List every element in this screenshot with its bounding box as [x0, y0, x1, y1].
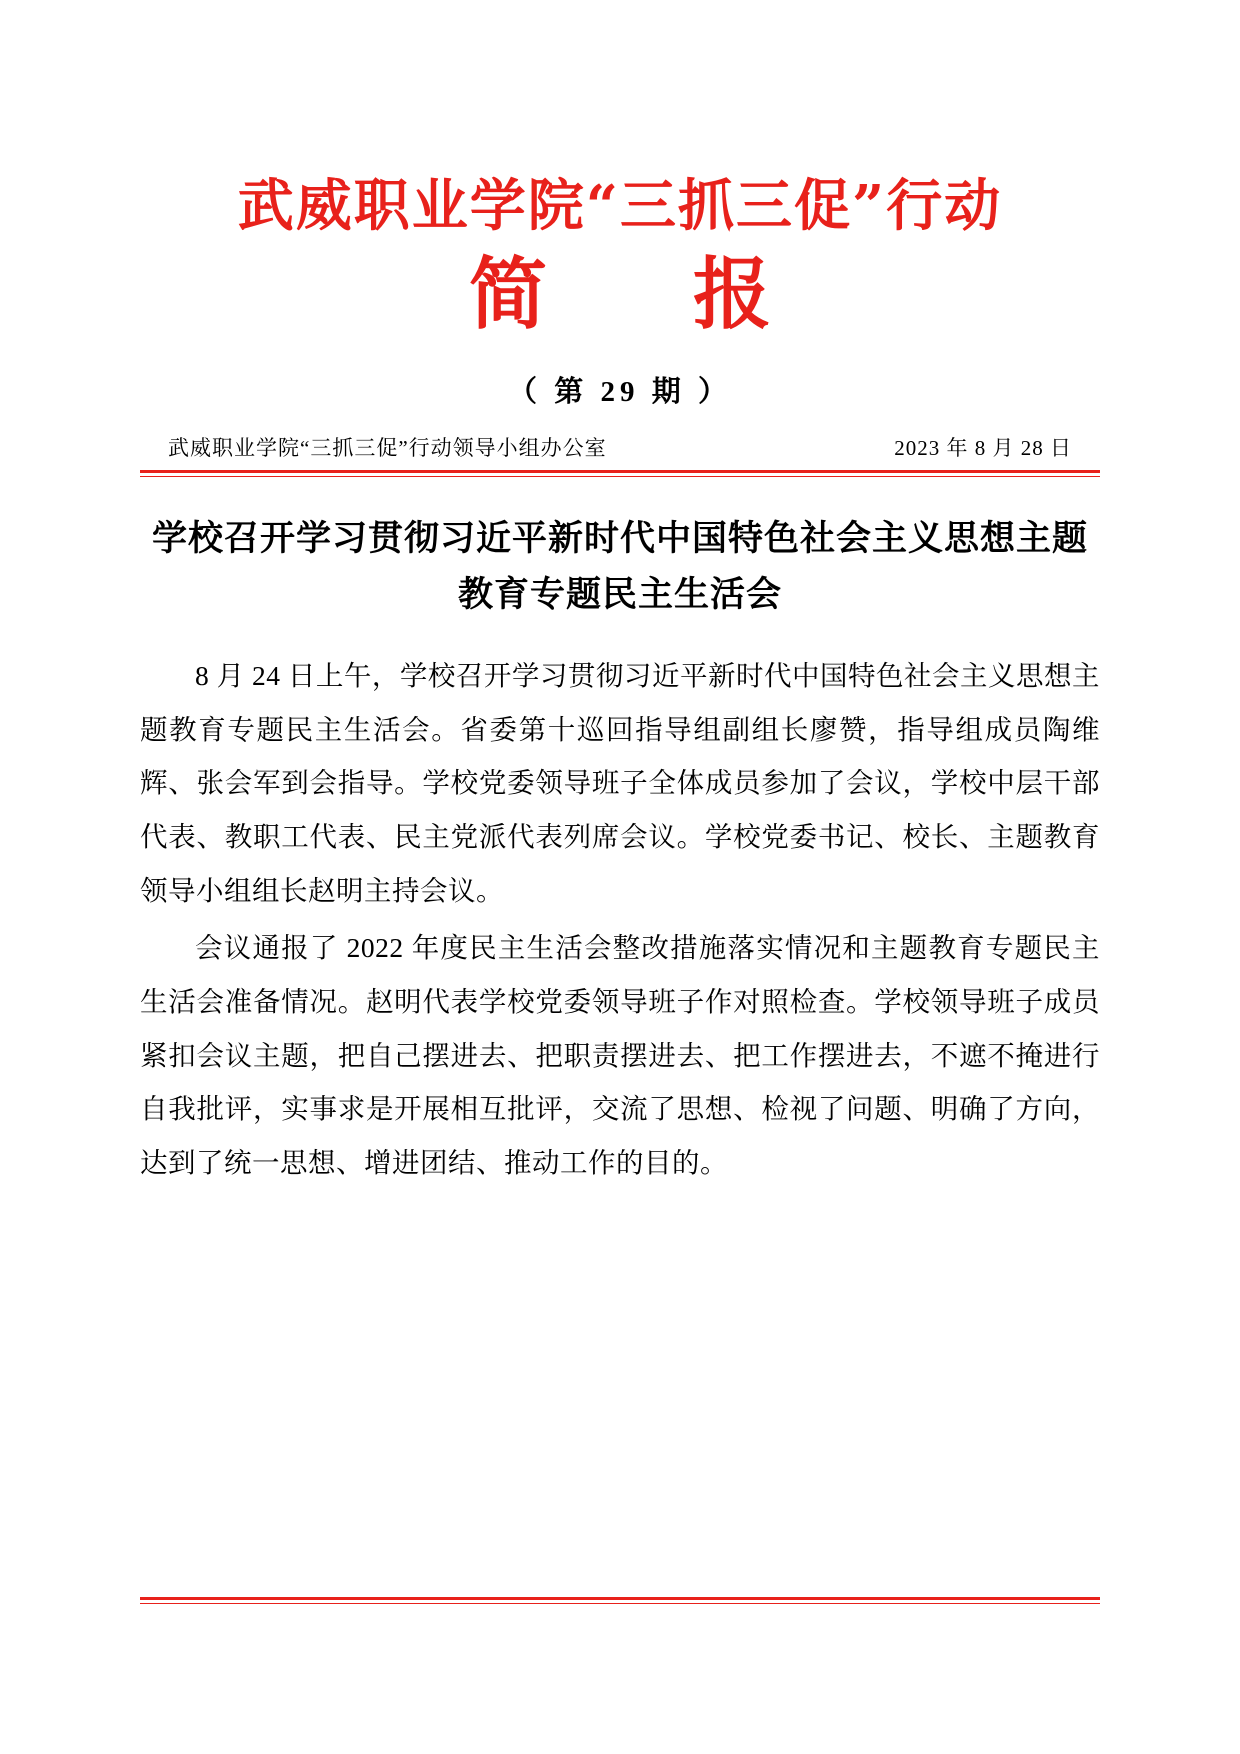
masthead-title-line1: 武威职业学院“三抓三促”行动	[237, 173, 1003, 239]
issuing-office: 武威职业学院“三抓三促”行动领导小组办公室	[168, 436, 607, 461]
issue-number: （ 第 29 期 ）	[507, 376, 732, 409]
masthead	[140, 0, 1100, 410]
footer-divider-rule	[140, 1597, 1100, 1604]
masthead-title-line2: 简 报	[468, 248, 805, 340]
publication-date: 2023 年 8 月 28 日	[894, 436, 1072, 461]
article-paragraph: 8 月 24 日上午，学校召开学习贯彻习近平新时代中国特色社会主义思想主题教育专题民主生活会。省委第十巡回指导组副组长廖赞，指导组成员陶维辉、张会军到会指导。学校党委领导班子全体成员参加了会议，学校中层干部代表、教职工代表、民主党派代表列席会议。学校党委书记、校长、主题教育领导小组组长赵明主持会议。	[140, 660, 1100, 906]
article-paragraph: 会议通报了 2022 年度民主生活会整改措施落实情况和主题教育专题民主生活会准备情况。赵明代表学校党委领导班子作对照检查。学校领导班子成员紧扣会议主题，把自己摆进去、把职责摆进去、把工作摆进去，不遮不掩进行自我批评，实事求是开展相互批评，交流了思想、检视了问题、明确了方向，达到了统一思想、增进团结、推动工作的目的。	[140, 932, 1100, 1178]
article-body	[140, 649, 1100, 1189]
article-title: 学校召开学习贯彻习近平新时代中国特色社会主义思想主题教育专题民主生活会	[151, 518, 1088, 616]
imprint-row	[140, 432, 1100, 470]
header-divider-rule	[140, 470, 1100, 477]
